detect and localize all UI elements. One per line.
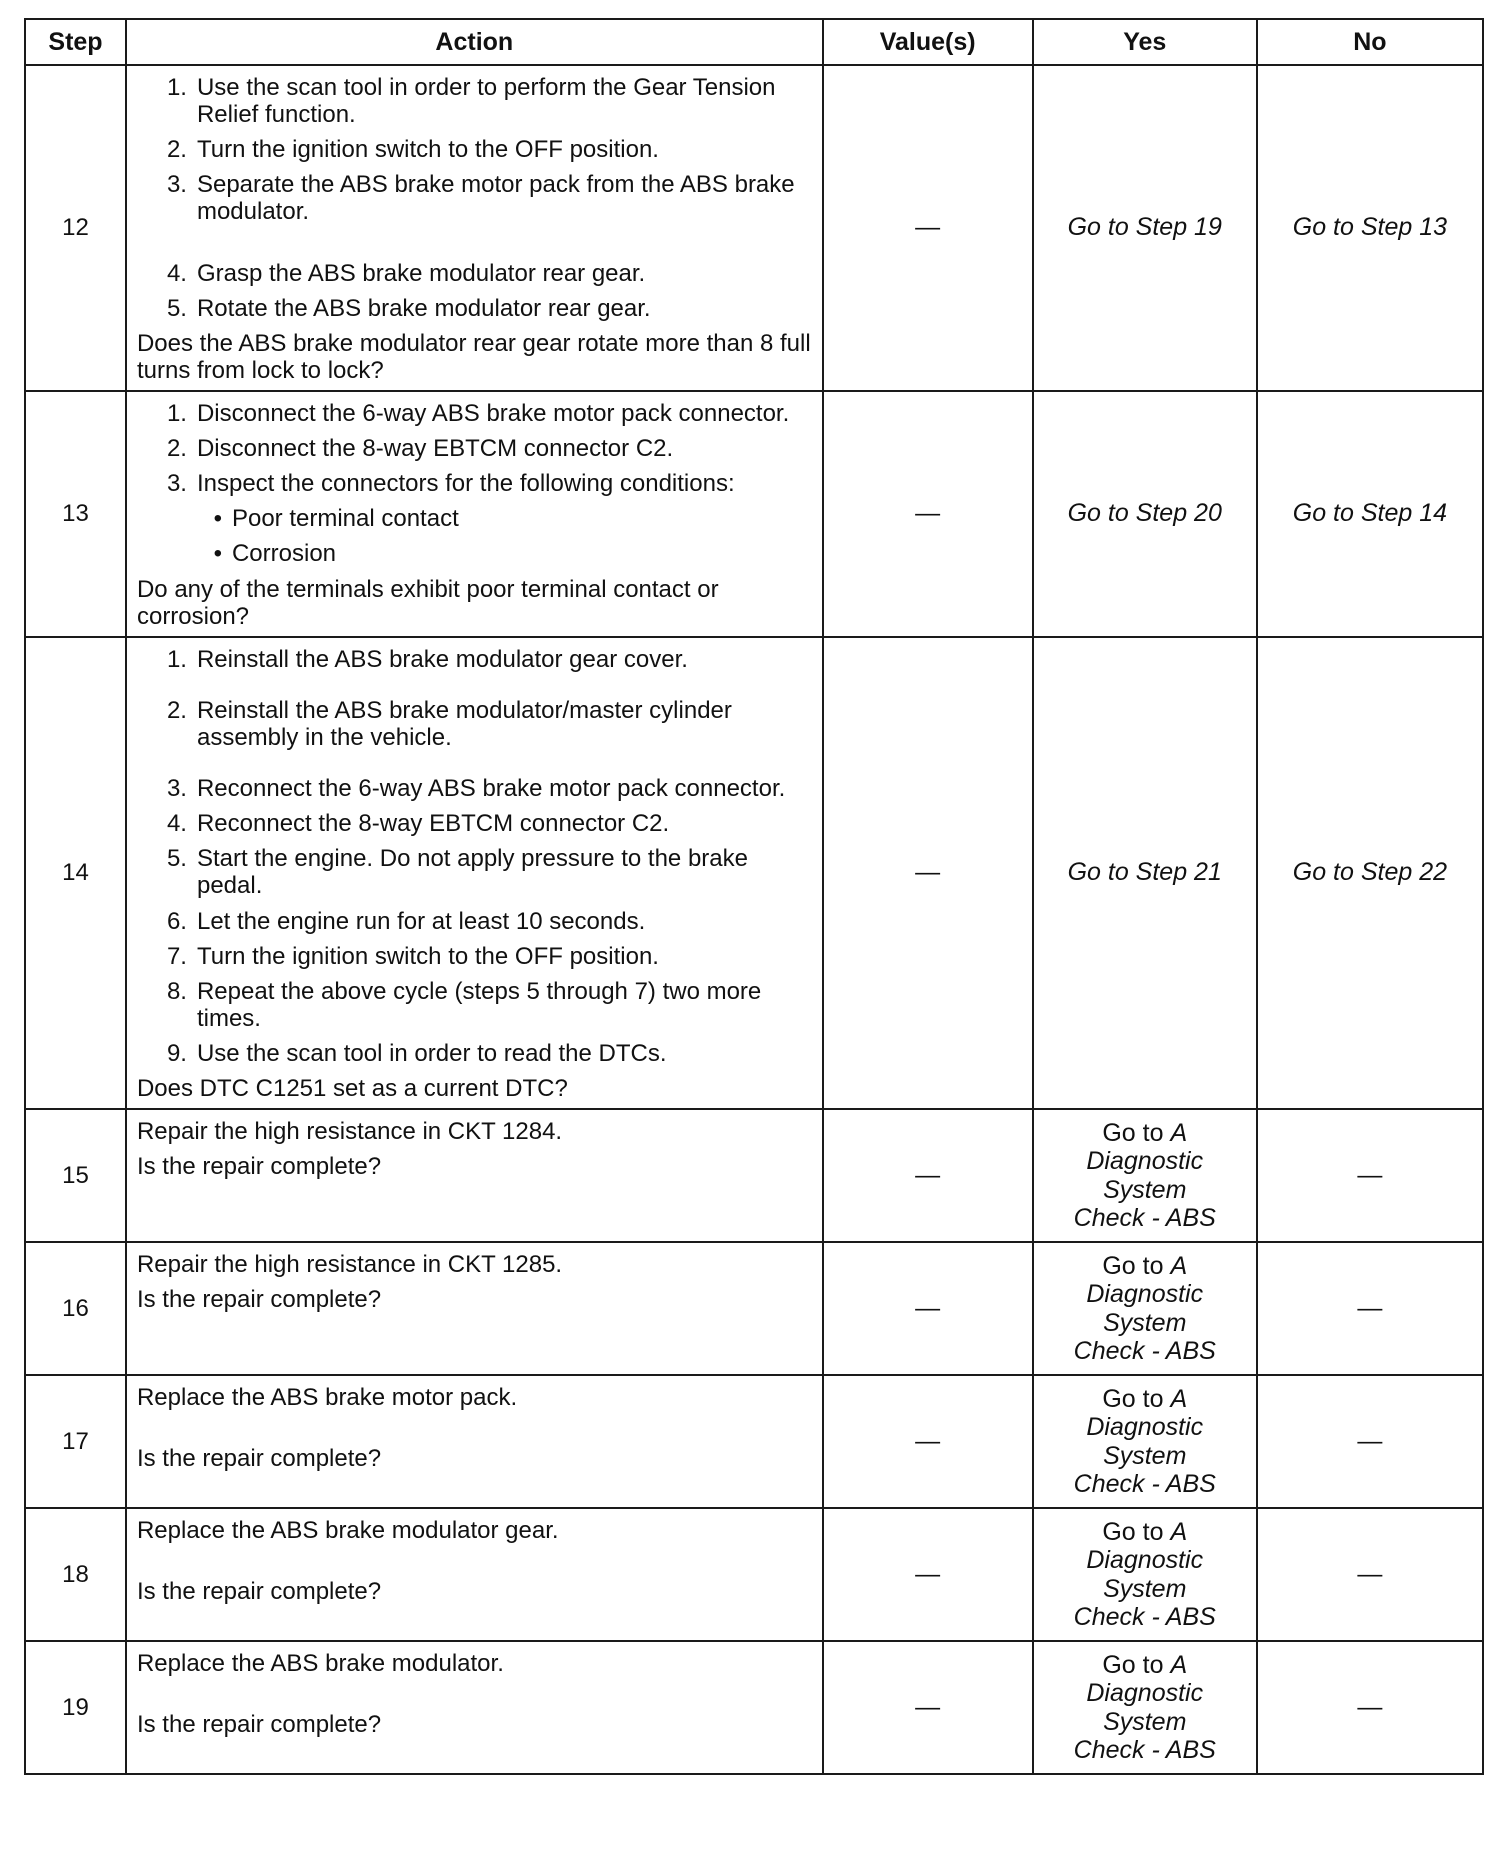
action-question: Is the repair complete? bbox=[136, 1153, 382, 1181]
value-cell: — bbox=[823, 1109, 1033, 1242]
table-row bbox=[25, 391, 1483, 637]
action-item: 5. Rotate the ABS brake modulator rear gear. bbox=[166, 294, 651, 322]
condition-item: • Poor terminal contact bbox=[213, 505, 459, 533]
action-cell bbox=[126, 65, 823, 391]
table-row bbox=[25, 1508, 1483, 1641]
header-action: Action bbox=[126, 19, 823, 65]
header-no: No bbox=[1257, 19, 1483, 65]
step-number: 17 bbox=[25, 1375, 126, 1508]
action-item: 5. Start the engine. Do not apply pressure to the brake pedal. bbox=[166, 845, 748, 900]
condition-list bbox=[137, 505, 814, 567]
header-values: Value(s) bbox=[823, 19, 1033, 65]
action-item: 7. Turn the ignition switch to the OFF position. bbox=[166, 942, 659, 970]
action-text: Replace the ABS brake motor pack. bbox=[136, 1384, 518, 1412]
action-question: Is the repair complete? bbox=[136, 1578, 382, 1606]
action-item: 2. Reinstall the ABS brake modulator/master cylinder assembly in the vehicle. bbox=[166, 696, 732, 751]
no-link-step-13[interactable]: Go to Step 13 bbox=[1257, 65, 1483, 391]
action-item: 2. Disconnect the 8-way EBTCM connector C2. bbox=[166, 435, 674, 463]
action-question: Does DTC C1251 set as a current DTC? bbox=[136, 1075, 568, 1103]
action-item: 3. Separate the ABS brake motor pack from the ABS brake modulator. bbox=[166, 171, 795, 226]
action-item: 1. Use the scan tool in order to perform the Gear Tension Relief function. bbox=[166, 74, 776, 129]
no-cell: — bbox=[1257, 1508, 1483, 1641]
action-item: 3. Reconnect the 6-way ABS brake motor pack connector. bbox=[166, 775, 786, 803]
action-cell bbox=[126, 637, 823, 1109]
header-yes: Yes bbox=[1033, 19, 1257, 65]
action-text: Replace the ABS brake modulator. bbox=[136, 1650, 504, 1678]
action-text: Replace the ABS brake modulator gear. bbox=[136, 1517, 559, 1545]
value-cell: — bbox=[823, 65, 1033, 391]
yes-link-diagnostic-system-check[interactable]: Go to A Diagnostic System Check - ABS bbox=[1033, 1508, 1257, 1641]
header-step: Step bbox=[25, 19, 126, 65]
action-cell bbox=[126, 1109, 823, 1242]
diagnostic-table bbox=[24, 18, 1484, 1775]
action-question: Is the repair complete? bbox=[136, 1445, 382, 1473]
action-question: Is the repair complete? bbox=[136, 1286, 382, 1314]
yes-link-diagnostic-system-check[interactable]: Go to A Diagnostic System Check - ABS bbox=[1033, 1375, 1257, 1508]
action-steps bbox=[137, 74, 814, 322]
step-number: 16 bbox=[25, 1242, 126, 1375]
action-item: 4. Grasp the ABS brake modulator rear gear. bbox=[166, 259, 646, 287]
step-number: 14 bbox=[25, 637, 126, 1109]
action-steps bbox=[137, 400, 814, 497]
yes-link-step-19[interactable]: Go to Step 19 bbox=[1033, 65, 1257, 391]
table-row bbox=[25, 1641, 1483, 1774]
action-item: 1. Reinstall the ABS brake modulator gear cover. bbox=[166, 645, 688, 673]
no-link-step-14[interactable]: Go to Step 14 bbox=[1257, 391, 1483, 637]
table-row bbox=[25, 1375, 1483, 1508]
yes-link-diagnostic-system-check[interactable]: Go to A Diagnostic System Check - ABS bbox=[1033, 1641, 1257, 1774]
no-cell: — bbox=[1257, 1242, 1483, 1375]
action-item: 8. Repeat the above cycle (steps 5 through 7) two more times. bbox=[166, 977, 762, 1032]
no-cell: — bbox=[1257, 1375, 1483, 1508]
step-number: 18 bbox=[25, 1508, 126, 1641]
action-cell bbox=[126, 391, 823, 637]
action-question: Does the ABS brake modulator rear gear rotate more than 8 full turns from lock to lock? bbox=[136, 329, 811, 384]
action-item: 6. Let the engine run for at least 10 seconds. bbox=[166, 907, 646, 935]
action-item: 2. Turn the ignition switch to the OFF position. bbox=[166, 136, 659, 164]
action-item: 1. Disconnect the 6-way ABS brake motor pack connector. bbox=[166, 399, 790, 427]
value-cell: — bbox=[823, 1242, 1033, 1375]
action-text: Repair the high resistance in CKT 1284. bbox=[136, 1118, 563, 1146]
yes-link-step-21[interactable]: Go to Step 21 bbox=[1033, 637, 1257, 1109]
action-steps bbox=[137, 646, 814, 1067]
value-cell: — bbox=[823, 637, 1033, 1109]
table-row bbox=[25, 637, 1483, 1109]
action-cell bbox=[126, 1375, 823, 1508]
condition-item: • Corrosion bbox=[213, 540, 337, 568]
action-question: Is the repair complete? bbox=[136, 1711, 382, 1739]
action-question: Do any of the terminals exhibit poor terminal contact or corrosion? bbox=[136, 575, 719, 630]
yes-link-diagnostic-system-check[interactable]: Go to A Diagnostic System Check - ABS bbox=[1033, 1242, 1257, 1375]
diagnostic-table-container bbox=[24, 18, 1484, 1775]
value-cell: — bbox=[823, 1375, 1033, 1508]
no-link-step-22[interactable]: Go to Step 22 bbox=[1257, 637, 1483, 1109]
table-row bbox=[25, 1242, 1483, 1375]
value-cell: — bbox=[823, 391, 1033, 637]
yes-link-diagnostic-system-check[interactable]: Go to A Diagnostic System Check - ABS bbox=[1033, 1109, 1257, 1242]
step-number: 13 bbox=[25, 391, 126, 637]
no-cell: — bbox=[1257, 1109, 1483, 1242]
value-cell: — bbox=[823, 1508, 1033, 1641]
action-item: 3. Inspect the connectors for the following conditions: bbox=[166, 470, 735, 498]
action-text: Repair the high resistance in CKT 1285. bbox=[136, 1251, 563, 1279]
step-number: 19 bbox=[25, 1641, 126, 1774]
table-row bbox=[25, 1109, 1483, 1242]
header-row bbox=[25, 19, 1483, 65]
yes-link-step-20[interactable]: Go to Step 20 bbox=[1033, 391, 1257, 637]
action-cell bbox=[126, 1641, 823, 1774]
step-number: 15 bbox=[25, 1109, 126, 1242]
action-item: 9. Use the scan tool in order to read the DTCs. bbox=[166, 1039, 667, 1067]
action-cell bbox=[126, 1242, 823, 1375]
no-cell: — bbox=[1257, 1641, 1483, 1774]
step-number: 12 bbox=[25, 65, 126, 391]
action-item: 4. Reconnect the 8-way EBTCM connector C2. bbox=[166, 810, 670, 838]
value-cell: — bbox=[823, 1641, 1033, 1774]
table-row bbox=[25, 65, 1483, 391]
action-cell bbox=[126, 1508, 823, 1641]
